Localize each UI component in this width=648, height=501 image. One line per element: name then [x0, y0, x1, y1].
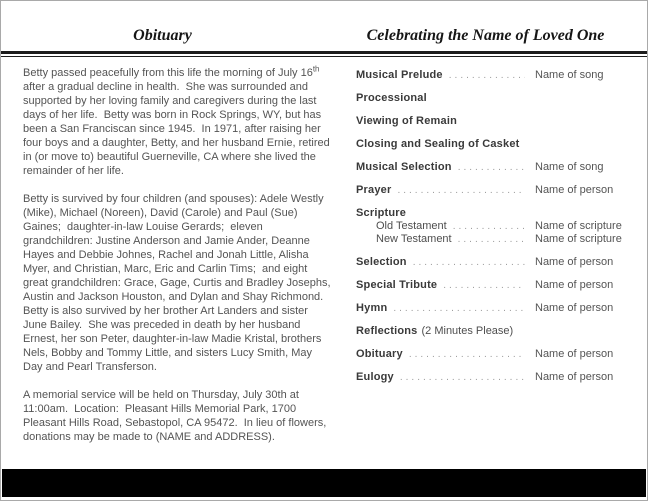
dotted-leader — [458, 161, 525, 174]
dotted-leader — [458, 233, 525, 246]
row-value: Name of person — [535, 302, 614, 314]
obituary-paragraph-1 — [23, 66, 333, 178]
program-row-processional — [356, 92, 630, 105]
program-row-prayer — [356, 184, 630, 197]
program-row-obituary — [356, 348, 630, 361]
row-value: Name of song — [535, 69, 604, 81]
row-label: Selection — [356, 256, 407, 268]
scripture-sub-row-old-testament — [356, 220, 630, 233]
row-label: Processional — [356, 92, 427, 104]
program-row-closing-and-sealing — [356, 138, 630, 151]
left-page-title: Obituary — [133, 27, 192, 44]
paragraph-text: Betty passed peacefully from this life the morning of July 16 — [23, 67, 313, 79]
obituary-paragraph-3: A memorial service will be held on Thursday, July 30th at 11:00am. Location: Pleasant Hills Memorial Park, 1700 Pleasant Hills Road, Sebastopol, CA 95472. In lieu of flowers, donations may be made to (NAME and ADDRESS). — [23, 389, 330, 443]
row-value: Name of person — [535, 256, 614, 268]
program-row-reflections — [356, 325, 630, 338]
dotted-leader — [393, 302, 525, 315]
page-content — [1, 57, 647, 458]
program-row-selection — [356, 256, 630, 269]
row-value: Name of song — [535, 161, 604, 173]
bottom-black-bar — [2, 469, 646, 497]
ordinal-superscript: th — [312, 64, 320, 74]
dotted-leader — [443, 279, 525, 292]
program-row-musical-prelude — [356, 69, 630, 82]
row-note: (2 Minutes Please) — [421, 325, 514, 337]
dotted-leader — [449, 69, 525, 82]
sub-row-label: New Testament — [376, 233, 452, 245]
row-label: Scripture — [356, 207, 407, 219]
program-row-viewing-of-remain — [356, 115, 630, 128]
row-label: Special Tribute — [356, 279, 438, 291]
right-page-title: Celebrating the Name of Loved One — [366, 27, 605, 44]
row-value: Name of person — [535, 371, 614, 383]
row-value: Name of person — [535, 184, 614, 196]
row-label: Prayer — [356, 184, 392, 196]
row-label: Musical Selection — [356, 161, 452, 173]
row-value: Name of scripture — [535, 233, 622, 245]
row-label: Musical Prelude — [356, 69, 443, 81]
program-row-hymn — [356, 302, 630, 315]
row-value: Name of person — [535, 348, 614, 360]
order-of-service-column — [356, 69, 630, 394]
row-label: Eulogy — [356, 371, 394, 383]
row-label: Hymn — [356, 302, 388, 314]
dotted-leader — [453, 220, 525, 233]
program-row-special-tribute — [356, 279, 630, 292]
dotted-leader — [413, 256, 525, 269]
row-value: Name of scripture — [535, 220, 622, 232]
row-label: Reflections — [356, 325, 418, 337]
dotted-leader — [400, 371, 525, 384]
row-label: Closing and Sealing of Casket — [356, 138, 520, 150]
obituary-paragraph-2: Betty is survived by four children (and spouses): Adele Westly (Mike), Michael (Noreen), David (Carole) and Paul (Sue) Gaines; daughter-in-law Louise Gerards; eleven grandchildren: Justine Anderson and Jamie Ander, Deanne Hayes and Debbie Johnes, Rachel and Jonah Little, Alisha Myer, and Christian, Marc, Eric and Carlin Tims; and eight great grandchildren: Grace, Gage, Curtis and Bradley Josephs, Austin and Jackson Houston, and Dylan and Shay Richmond. Betty is also survived by her brother Art Landers and sister June Bailey. She was preceded in death by her husband Ernest, her son Peter, daughter-in-law Madie Kristal, brothers Nels, Bobby and Tommy Little, and sisters Lucy Smith, May Day and Pearl Transferson. — [23, 193, 334, 373]
page-header — [1, 27, 647, 45]
scripture-sub-row-new-testament — [356, 233, 630, 246]
row-label: Viewing of Remain — [356, 115, 457, 127]
program-row-eulogy — [356, 371, 630, 384]
scripture-heading-row — [356, 207, 630, 220]
obituary-text-column — [23, 66, 333, 458]
sub-row-label: Old Testament — [376, 220, 447, 232]
row-value: Name of person — [535, 279, 614, 291]
program-row-musical-selection — [356, 161, 630, 174]
dotted-leader — [409, 348, 525, 361]
row-label: Obituary — [356, 348, 403, 360]
paragraph-text: after a gradual decline in health. She was surrounded and supported by her loving family and caregivers during the last days of her life. Betty was born in Rock Springs, WY, but has been a San Franciscan since 1945. In 1971, after raising her four boys and a daughter, Betty, and her husband Ernie, retired in (or move to) beautiful Guerneville, CA where she lived the remainder of her life. — [23, 67, 333, 177]
program-row-scripture — [356, 207, 630, 246]
dotted-leader — [397, 184, 525, 197]
